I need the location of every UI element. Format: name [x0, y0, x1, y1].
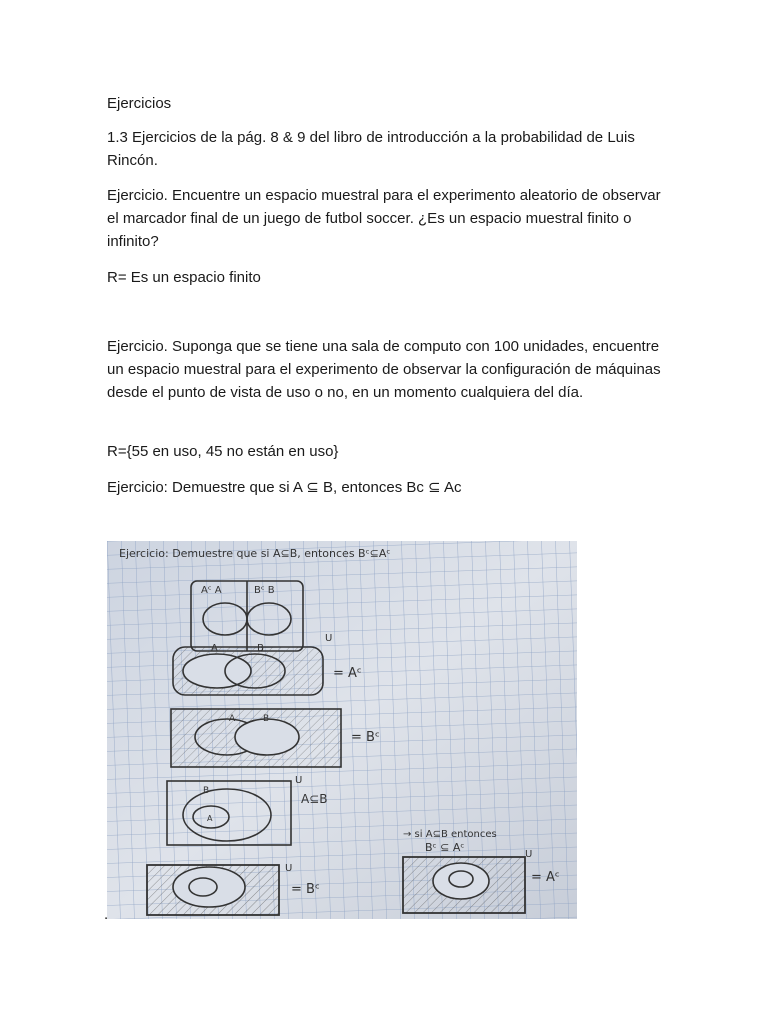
svg-text:U: U: [295, 775, 303, 786]
trailing-period: .: [104, 906, 109, 923]
svg-text:U: U: [285, 863, 293, 874]
label-bc-b: Bᶜ B: [254, 585, 275, 596]
svg-text:A: A: [229, 714, 236, 724]
diagram-row-2: [173, 647, 323, 695]
diagram-row-3: [171, 709, 341, 767]
label-a: A: [211, 643, 218, 654]
svg-text:B: B: [263, 714, 270, 724]
note-line-2: Bᶜ ⊆ Aᶜ: [425, 841, 465, 854]
label-ac-a: Aᶜ A: [201, 585, 222, 596]
svg-text:A: A: [207, 814, 213, 823]
label-b: B: [257, 643, 264, 654]
diagram-row-5-left: [147, 865, 279, 915]
label-u-1: U: [325, 633, 333, 644]
label-subset: A⊆B: [301, 792, 328, 806]
exercise-1-answer: R= Es un espacio finito: [107, 269, 261, 286]
svg-text:B: B: [203, 786, 210, 796]
note-line-1: → si A⊆B entonces: [403, 829, 497, 840]
exercise-3-prompt: Ejercicio: Demuestre que si A ⊆ B, entonces Bc ⊆ Ac: [107, 479, 462, 496]
diagram-row-5-right: [403, 857, 525, 913]
handwritten-notebook-photo: [107, 541, 577, 919]
equals-ac-2: = Aᶜ: [531, 870, 560, 885]
equals-bc: = Bᶜ: [351, 730, 380, 745]
exercise-2-answer: R={55 en uso, 45 no están en uso}: [107, 443, 339, 460]
svg-text:U: U: [525, 849, 533, 860]
equals-ac: = Aᶜ: [333, 666, 362, 681]
photo-title: Ejercicio: Demuestre que si A⊆B, entonces Bᶜ⊆Aᶜ: [119, 547, 391, 560]
exercise-1-prompt: Ejercicio. Encuentre un espacio muestral para el experimento aleatorio de observar el marcador final de un juego de futbol soccer. ¿Es un espacio muestral finito o infinito?: [107, 187, 661, 250]
intro-paragraph: 1.3 Ejercicios de la pág. 8 & 9 del libro de introducción a la probabilidad de Luis Rincón.: [107, 129, 635, 169]
exercise-2-prompt: Ejercicio. Suponga que se tiene una sala de computo con 100 unidades, encuentre un espacio muestral para el experimento de observar la configuración de máquinas desde el punto de vista de uso o no, en un momento cualquiera del día.: [107, 338, 661, 401]
document-heading: Ejercicios: [107, 95, 172, 112]
equals-bc-2: = Bᶜ: [291, 882, 320, 897]
